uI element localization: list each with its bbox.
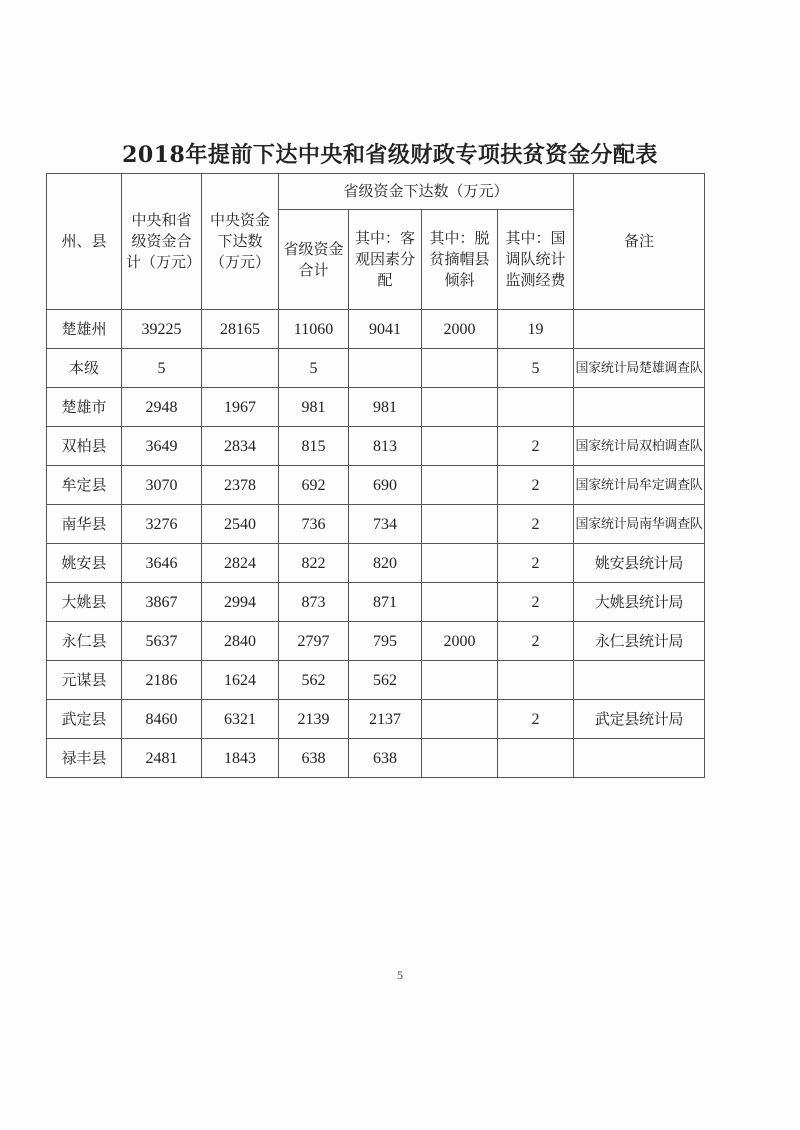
cell-central <box>202 349 279 388</box>
cell-region: 禄丰县 <box>47 739 122 778</box>
header-region: 州、县 <box>47 174 122 310</box>
cell-region: 南华县 <box>47 505 122 544</box>
table-body <box>47 310 705 778</box>
table-row <box>47 661 705 700</box>
cell-total: 5637 <box>122 622 202 661</box>
cell-total: 2186 <box>122 661 202 700</box>
cell-provincial-total: 873 <box>279 583 349 622</box>
table-row <box>47 583 705 622</box>
cell-total: 2481 <box>122 739 202 778</box>
cell-survey <box>498 739 574 778</box>
cell-total: 2948 <box>122 388 202 427</box>
cell-total: 3867 <box>122 583 202 622</box>
cell-region: 姚安县 <box>47 544 122 583</box>
cell-objective: 9041 <box>349 310 422 349</box>
table-row <box>47 349 705 388</box>
cell-survey: 2 <box>498 544 574 583</box>
cell-provincial-total: 736 <box>279 505 349 544</box>
cell-central: 2378 <box>202 466 279 505</box>
cell-remark: 武定县统计局 <box>574 700 705 739</box>
cell-provincial-total: 822 <box>279 544 349 583</box>
cell-total: 8460 <box>122 700 202 739</box>
page-number: 5 <box>397 968 403 982</box>
cell-region: 武定县 <box>47 700 122 739</box>
cell-remark: 国家统计局牟定调查队 <box>574 466 705 505</box>
cell-central: 2540 <box>202 505 279 544</box>
cell-remark: 永仁县统计局 <box>574 622 705 661</box>
cell-survey: 2 <box>498 700 574 739</box>
cell-remark <box>574 739 705 778</box>
cell-poverty-exit <box>422 700 498 739</box>
table-row <box>47 544 705 583</box>
cell-poverty-exit <box>422 661 498 700</box>
cell-remark: 大姚县统计局 <box>574 583 705 622</box>
cell-objective: 690 <box>349 466 422 505</box>
cell-total: 39225 <box>122 310 202 349</box>
cell-central: 2834 <box>202 427 279 466</box>
table-row <box>47 388 705 427</box>
cell-provincial-total: 2797 <box>279 622 349 661</box>
cell-total: 5 <box>122 349 202 388</box>
table-row <box>47 739 705 778</box>
cell-poverty-exit <box>422 349 498 388</box>
cell-remark: 国家统计局双柏调查队 <box>574 427 705 466</box>
cell-objective: 2137 <box>349 700 422 739</box>
cell-objective: 813 <box>349 427 422 466</box>
cell-provincial-total: 638 <box>279 739 349 778</box>
cell-remark <box>574 310 705 349</box>
cell-poverty-exit <box>422 544 498 583</box>
cell-provincial-total: 692 <box>279 466 349 505</box>
cell-provincial-total: 5 <box>279 349 349 388</box>
cell-poverty-exit: 2000 <box>422 310 498 349</box>
cell-region: 牟定县 <box>47 466 122 505</box>
cell-total: 3276 <box>122 505 202 544</box>
table-row <box>47 505 705 544</box>
cell-region: 大姚县 <box>47 583 122 622</box>
cell-poverty-exit <box>422 388 498 427</box>
cell-remark: 国家统计局楚雄调查队 <box>574 349 705 388</box>
cell-poverty-exit <box>422 505 498 544</box>
header-survey: 其中：国调队统计监测经费 <box>498 210 574 310</box>
cell-survey: 2 <box>498 583 574 622</box>
cell-region: 双柏县 <box>47 427 122 466</box>
cell-poverty-exit <box>422 739 498 778</box>
cell-central: 1843 <box>202 739 279 778</box>
cell-total: 3070 <box>122 466 202 505</box>
header-poverty-exit: 其中：脱贫摘帽县倾斜 <box>422 210 498 310</box>
cell-survey: 2 <box>498 505 574 544</box>
cell-survey: 2 <box>498 427 574 466</box>
cell-total: 3646 <box>122 544 202 583</box>
header-central: 中央资金下达数（万元） <box>202 174 279 310</box>
cell-remark: 国家统计局南华调查队 <box>574 505 705 544</box>
header-provincial-group: 省级资金下达数（万元） <box>279 174 574 210</box>
cell-total: 3649 <box>122 427 202 466</box>
cell-objective: 981 <box>349 388 422 427</box>
cell-objective: 795 <box>349 622 422 661</box>
cell-central: 1624 <box>202 661 279 700</box>
cell-survey: 2 <box>498 622 574 661</box>
cell-central: 6321 <box>202 700 279 739</box>
cell-survey: 19 <box>498 310 574 349</box>
header-objective: 其中：客观因素分配 <box>349 210 422 310</box>
cell-region: 本级 <box>47 349 122 388</box>
cell-region: 永仁县 <box>47 622 122 661</box>
cell-central: 2994 <box>202 583 279 622</box>
cell-objective: 734 <box>349 505 422 544</box>
cell-central: 28165 <box>202 310 279 349</box>
document-title: 2018年提前下达中央和省级财政专项扶贫资金分配表 <box>122 142 658 168</box>
allocation-table <box>46 173 705 778</box>
table-row <box>47 700 705 739</box>
cell-region: 元谋县 <box>47 661 122 700</box>
cell-remark <box>574 661 705 700</box>
cell-central: 2824 <box>202 544 279 583</box>
table-row <box>47 310 705 349</box>
cell-provincial-total: 981 <box>279 388 349 427</box>
cell-survey: 2 <box>498 466 574 505</box>
header-total: 中央和省级资金合计（万元） <box>122 174 202 310</box>
cell-objective: 820 <box>349 544 422 583</box>
header-provincial-total: 省级资金合计 <box>279 210 349 310</box>
cell-survey: 5 <box>498 349 574 388</box>
cell-provincial-total: 562 <box>279 661 349 700</box>
cell-region: 楚雄市 <box>47 388 122 427</box>
cell-provincial-total: 815 <box>279 427 349 466</box>
cell-provincial-total: 11060 <box>279 310 349 349</box>
cell-objective <box>349 349 422 388</box>
cell-region: 楚雄州 <box>47 310 122 349</box>
cell-survey <box>498 388 574 427</box>
cell-poverty-exit <box>422 583 498 622</box>
cell-remark: 姚安县统计局 <box>574 544 705 583</box>
cell-central: 1967 <box>202 388 279 427</box>
table-row <box>47 466 705 505</box>
cell-objective: 638 <box>349 739 422 778</box>
cell-objective: 871 <box>349 583 422 622</box>
header-remark: 备注 <box>574 174 705 310</box>
cell-poverty-exit <box>422 466 498 505</box>
cell-survey <box>498 661 574 700</box>
cell-poverty-exit <box>422 427 498 466</box>
table-row <box>47 622 705 661</box>
cell-objective: 562 <box>349 661 422 700</box>
cell-remark <box>574 388 705 427</box>
cell-poverty-exit: 2000 <box>422 622 498 661</box>
table-row <box>47 427 705 466</box>
cell-central: 2840 <box>202 622 279 661</box>
cell-provincial-total: 2139 <box>279 700 349 739</box>
